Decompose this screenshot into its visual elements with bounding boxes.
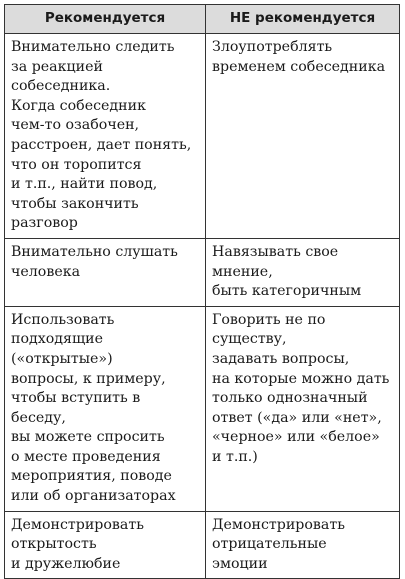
cell-not-recommended (206, 34, 400, 239)
cell-text: Злоупотреблять временем собеседника (212, 39, 386, 75)
cell-recommended (5, 306, 206, 511)
cell-text: Навязывать свое мнение, быть категоричным (212, 243, 362, 300)
cell-not-recommended (206, 306, 400, 511)
cell-text: Внимательно слушать человека (11, 243, 178, 280)
cell-recommended (5, 511, 206, 579)
table-row (5, 511, 400, 579)
cell-text: Использовать подходящие («открытые») вопросы, к примеру, чтобы вступить в беседу, вы можете спросить о месте проведения мероприятия, поводе или об организаторах (11, 311, 176, 505)
cell-text: Демонстрировать отрицательные эмоции (212, 516, 345, 572)
recommendations-table (4, 4, 400, 579)
header-not-recommended: НЕ рекомендуется (206, 5, 400, 34)
table-row (5, 34, 400, 239)
cell-not-recommended (206, 238, 400, 306)
cell-text: Демонстрировать открытость и дружелюбие (11, 516, 144, 572)
table-header-row (5, 5, 400, 34)
cell-text: Внимательно следить за реакцией собеседника. Когда собеседник чем-то озабочен, расстроен, дает понять, что он торопится и т.п., найти повод, чтобы закончить разговор (11, 39, 192, 232)
cell-not-recommended (206, 511, 400, 579)
cell-recommended (5, 34, 206, 239)
cell-text: Говорить не по существу, задавать вопросы, на которые можно дать только однозначный ответ («да» или «нет», «черное» или «белое» и т.п.) (212, 311, 390, 465)
cell-recommended (5, 238, 206, 306)
table-row (5, 238, 400, 306)
header-recommended: Рекомендуется (5, 5, 206, 34)
table-row (5, 306, 400, 511)
